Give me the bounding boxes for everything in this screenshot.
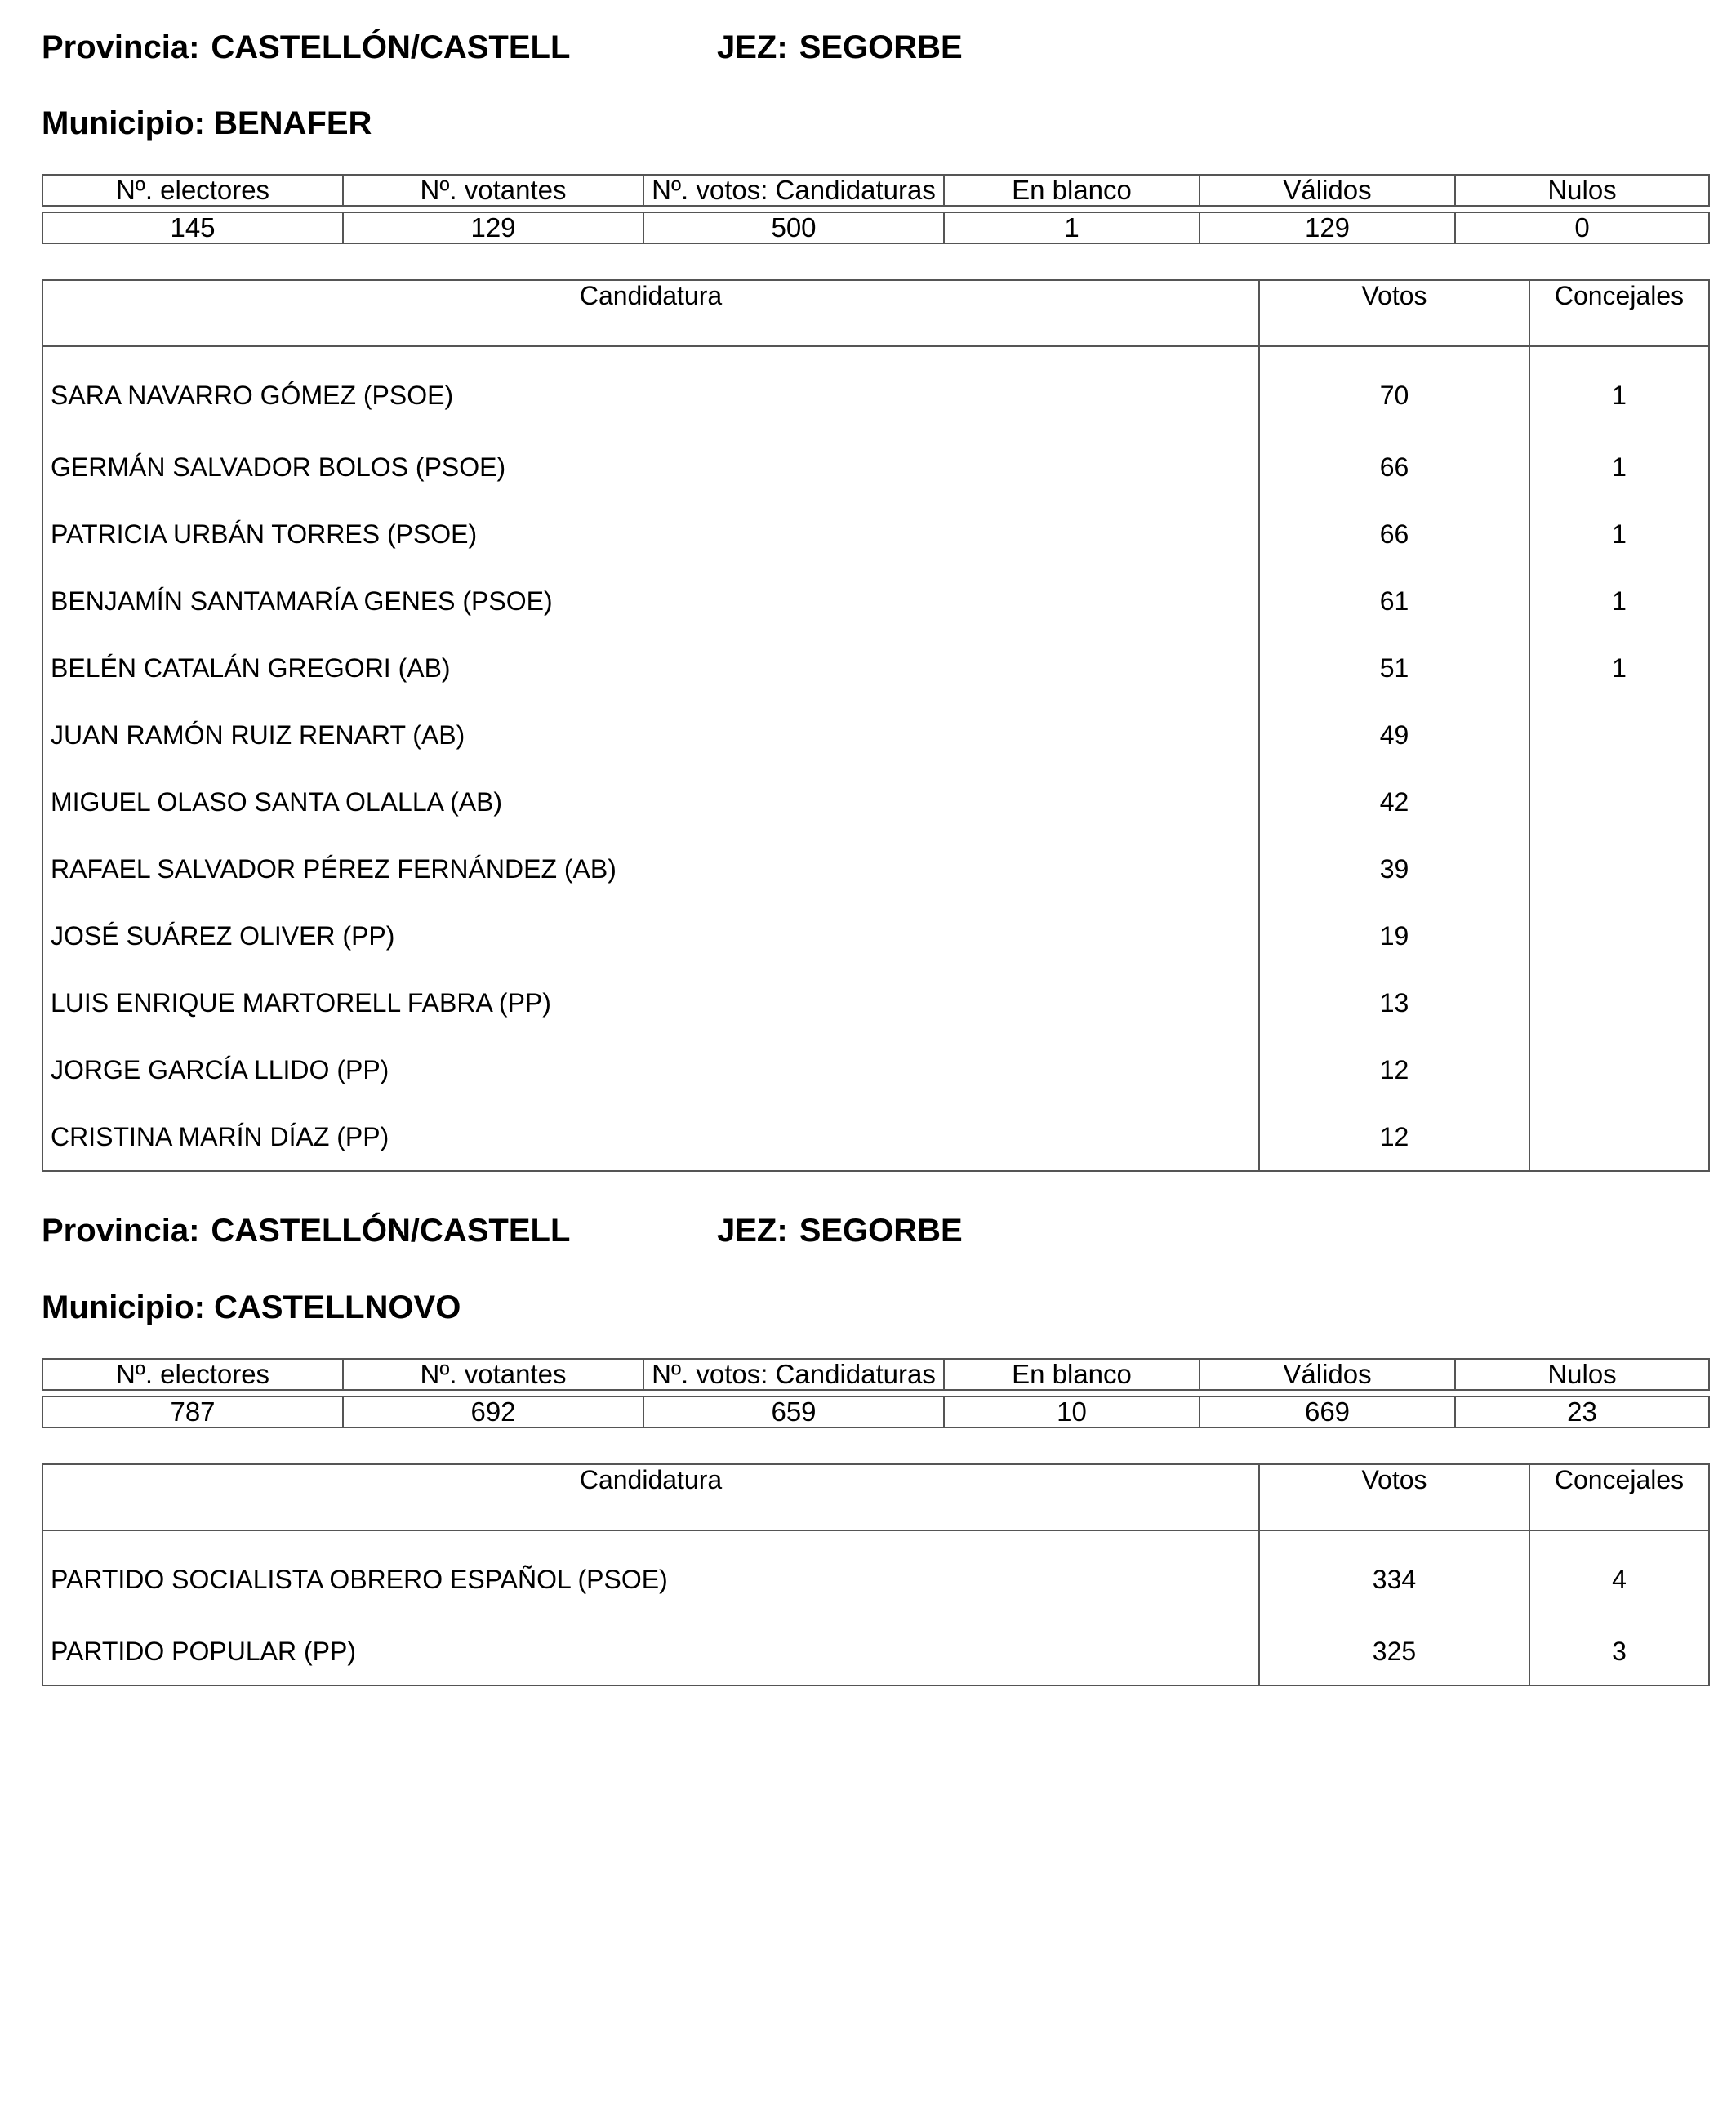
header-votantes: Nº. votantes (343, 175, 643, 206)
header-candidatura: Candidatura (42, 280, 1259, 346)
table-row (42, 1530, 1709, 1618)
candidate-concejales (1529, 902, 1709, 969)
summary-table (42, 1358, 1710, 1428)
header-validos: Válidos (1200, 175, 1455, 206)
provincia-value: CASTELLÓN/CASTELL (211, 1213, 571, 1249)
header-votos-candidaturas: Nº. votos: Candidaturas (643, 175, 944, 206)
candidate-votos: 66 (1259, 434, 1529, 501)
provincia-label: Provincia: (42, 29, 200, 65)
candidate-concejales: 1 (1529, 434, 1709, 501)
jez-value: SEGORBE (799, 1213, 963, 1249)
value-electores: 787 (42, 1396, 343, 1427)
table-row (42, 1618, 1709, 1686)
candidate-concejales: 1 (1529, 635, 1709, 701)
candidate-votos: 42 (1259, 768, 1529, 835)
candidate-name: CRISTINA MARÍN DÍAZ (PP) (42, 1103, 1259, 1171)
candidate-name: BELÉN CATALÁN GREGORI (AB) (42, 635, 1259, 701)
value-nulos: 23 (1455, 1396, 1709, 1427)
table-row (42, 434, 1709, 501)
value-electores: 145 (42, 212, 343, 243)
municipio-value: BENAFER (214, 105, 372, 141)
header-en-blanco: En blanco (944, 175, 1200, 206)
summary-value-row (42, 1396, 1709, 1427)
summary-table (42, 174, 1710, 244)
table-row (42, 768, 1709, 835)
candidate-votos: 13 (1259, 969, 1529, 1036)
candidate-votos: 39 (1259, 835, 1529, 902)
candidates-header-row (42, 1464, 1709, 1530)
candidates-table (42, 279, 1710, 1172)
candidate-name: RAFAEL SALVADOR PÉREZ FERNÁNDEZ (AB) (42, 835, 1259, 902)
candidate-name: GERMÁN SALVADOR BOLOS (PSOE) (42, 434, 1259, 501)
value-en-blanco: 1 (944, 212, 1200, 243)
candidate-votos: 51 (1259, 635, 1529, 701)
candidate-name: JUAN RAMÓN RUIZ RENART (AB) (42, 701, 1259, 768)
candidate-name: SARA NAVARRO GÓMEZ (PSOE) (42, 346, 1259, 434)
value-en-blanco: 10 (944, 1396, 1200, 1427)
candidate-name: BENJAMÍN SANTAMARÍA GENES (PSOE) (42, 568, 1259, 635)
header-concejales: Concejales (1529, 280, 1709, 346)
candidate-name: PATRICIA URBÁN TORRES (PSOE) (42, 501, 1259, 568)
provincia-label: Provincia: (42, 1213, 200, 1249)
header-nulos: Nulos (1455, 1359, 1709, 1390)
value-votantes: 692 (343, 1396, 643, 1427)
candidate-name: PARTIDO POPULAR (PP) (42, 1618, 1259, 1686)
candidates-table (42, 1463, 1710, 1686)
candidate-concejales (1529, 701, 1709, 768)
candidate-concejales: 1 (1529, 501, 1709, 568)
candidate-name: JORGE GARCÍA LLIDO (PP) (42, 1036, 1259, 1103)
candidate-concejales: 3 (1529, 1618, 1709, 1686)
candidate-concejales (1529, 835, 1709, 902)
municipio-label: Municipio: (42, 105, 205, 141)
header-votos: Votos (1259, 1464, 1529, 1530)
header-candidatura: Candidatura (42, 1464, 1259, 1530)
candidate-concejales: 1 (1529, 346, 1709, 434)
table-row (42, 835, 1709, 902)
header-electores: Nº. electores (42, 1359, 343, 1390)
candidate-concejales (1529, 1036, 1709, 1103)
table-row (42, 969, 1709, 1036)
candidate-concejales (1529, 1103, 1709, 1171)
jez-label: JEZ: (717, 1213, 788, 1249)
candidate-votos: 66 (1259, 501, 1529, 568)
header-votos: Votos (1259, 280, 1529, 346)
value-votantes: 129 (343, 212, 643, 243)
table-row (42, 635, 1709, 701)
candidate-concejales (1529, 969, 1709, 1036)
header-validos: Válidos (1200, 1359, 1455, 1390)
candidates-header-row (42, 280, 1709, 346)
municipio-label: Municipio: (42, 1289, 205, 1325)
table-row (42, 701, 1709, 768)
header-votantes: Nº. votantes (343, 1359, 643, 1390)
municipio-line (42, 104, 372, 143)
value-votos-candidaturas: 659 (643, 1396, 944, 1427)
value-votos-candidaturas: 500 (643, 212, 944, 243)
jez-line (717, 28, 963, 67)
header-concejales: Concejales (1529, 1464, 1709, 1530)
header-electores: Nº. electores (42, 175, 343, 206)
value-nulos: 0 (1455, 212, 1709, 243)
candidate-votos: 61 (1259, 568, 1529, 635)
candidate-votos: 12 (1259, 1036, 1529, 1103)
header-nulos: Nulos (1455, 175, 1709, 206)
candidate-name: LUIS ENRIQUE MARTORELL FABRA (PP) (42, 969, 1259, 1036)
candidate-name: PARTIDO SOCIALISTA OBRERO ESPAÑOL (PSOE) (42, 1530, 1259, 1618)
candidate-name: MIGUEL OLASO SANTA OLALLA (AB) (42, 768, 1259, 835)
table-row (42, 346, 1709, 434)
candidate-votos: 70 (1259, 346, 1529, 434)
candidate-concejales: 1 (1529, 568, 1709, 635)
jez-label: JEZ: (717, 29, 788, 65)
table-row (42, 501, 1709, 568)
summary-value-row (42, 212, 1709, 243)
summary-header-row (42, 175, 1709, 206)
table-row (42, 902, 1709, 969)
value-validos: 669 (1200, 1396, 1455, 1427)
candidate-votos: 334 (1259, 1530, 1529, 1618)
candidate-votos: 325 (1259, 1618, 1529, 1686)
candidate-concejales: 4 (1529, 1530, 1709, 1618)
table-row (42, 568, 1709, 635)
value-validos: 129 (1200, 212, 1455, 243)
provincia-line (42, 1211, 570, 1250)
jez-line (717, 1211, 963, 1250)
jez-value: SEGORBE (799, 29, 963, 65)
candidate-name: JOSÉ SUÁREZ OLIVER (PP) (42, 902, 1259, 969)
candidate-concejales (1529, 768, 1709, 835)
municipio-line (42, 1288, 461, 1327)
table-row (42, 1103, 1709, 1171)
municipio-value: CASTELLNOVO (214, 1289, 461, 1325)
candidate-votos: 49 (1259, 701, 1529, 768)
provincia-line (42, 28, 570, 67)
provincia-value: CASTELLÓN/CASTELL (211, 29, 571, 65)
table-row (42, 1036, 1709, 1103)
candidate-votos: 12 (1259, 1103, 1529, 1171)
header-votos-candidaturas: Nº. votos: Candidaturas (643, 1359, 944, 1390)
header-en-blanco: En blanco (944, 1359, 1200, 1390)
candidate-votos: 19 (1259, 902, 1529, 969)
summary-header-row (42, 1359, 1709, 1390)
